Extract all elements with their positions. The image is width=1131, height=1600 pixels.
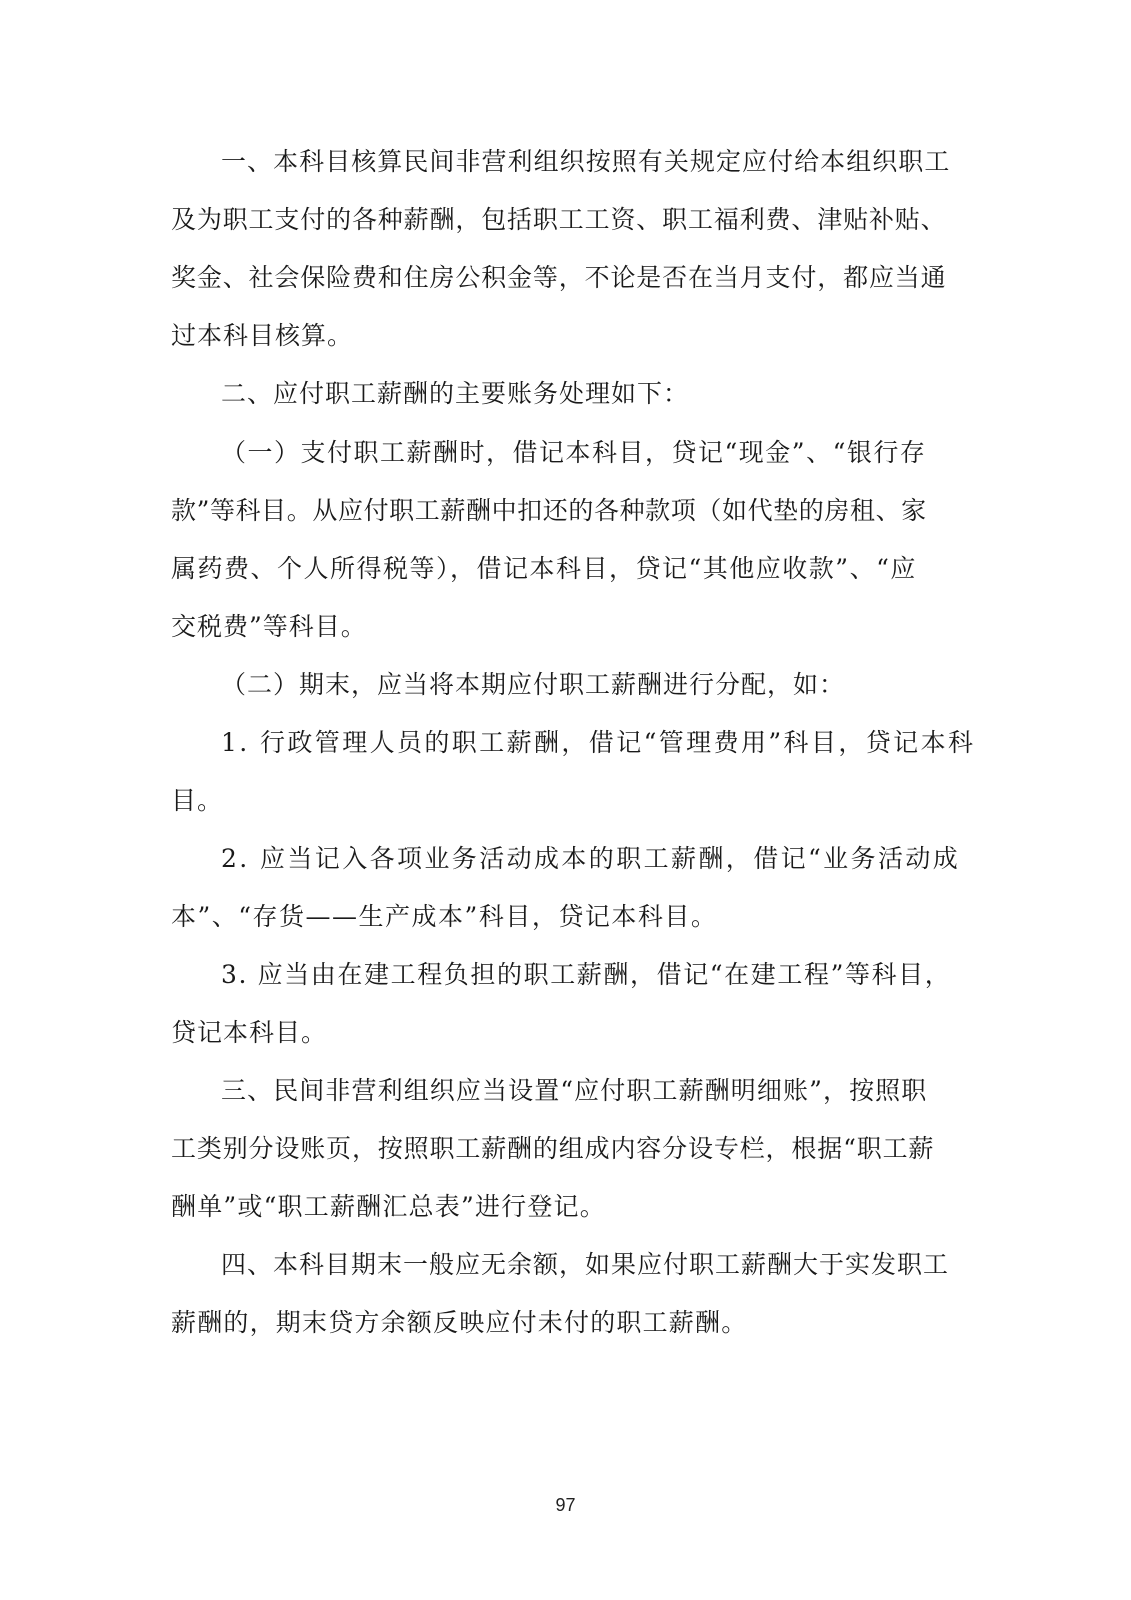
paragraph-6-line-1: 2. 应当记入各项业务活动成本的职工薪酬，借记“业务活动成 xyxy=(221,844,961,873)
paragraph-1-line-2: 及为职工支付的各种薪酬，包括职工工资、职工福利费、津贴补贴、 xyxy=(171,205,947,234)
paragraph-6-line-2: 本”、“存货——生产成本”科目，贷记本科目。 xyxy=(171,902,718,931)
page-number: 97 xyxy=(555,1495,576,1515)
paragraph-3-line-2: 款”等科目。从应付职工薪酬中扣还的各种款项（如代垫的房租、家 xyxy=(171,496,927,525)
paragraph-7-line-2: 贷记本科目。 xyxy=(171,1018,328,1047)
paragraph-9-line-1: 四、本科目期末一般应无余额，如果应付职工薪酬大于实发职工 xyxy=(221,1250,950,1279)
paragraph-5-line-2: 目。 xyxy=(171,786,224,815)
paragraph-3-line-4: 交税费”等科目。 xyxy=(171,612,367,641)
paragraph-3-line-3: 属药费、个人所得税等），借记本科目，贷记“其他应收款”、“应 xyxy=(171,554,917,583)
paragraph-8-line-3: 酬单”或“职工薪酬汇总表”进行登记。 xyxy=(171,1192,606,1221)
paragraph-9-line-2: 薪酬的，期末贷方余额反映应付未付的职工薪酬。 xyxy=(171,1308,748,1337)
paragraph-8-line-2: 工类别分设账页，按照职工薪酬的组成内容分设专栏，根据“职工薪 xyxy=(171,1134,935,1163)
paragraph-1-line-3: 奖金、社会保险费和住房公积金等，不论是否在当月支付，都应当通 xyxy=(171,263,947,292)
paragraph-3-line-1: （一）支付职工薪酬时，借记本科目，贷记“现金”、“银行存 xyxy=(221,438,927,467)
paragraph-8-line-1: 三、民间非营利组织应当设置“应付职工薪酬明细账”，按照职 xyxy=(221,1076,928,1105)
paragraph-7-line-1: 3. 应当由在建工程负担的职工薪酬，借记“在建工程”等科目， xyxy=(221,960,952,989)
paragraph-1-line-4: 过本科目核算。 xyxy=(171,321,354,350)
paragraph-5-line-1: 1. 行政管理人员的职工薪酬，借记“管理费用”科目，贷记本科 xyxy=(221,728,976,757)
paragraph-2-line-1: 二、应付职工薪酬的主要账务处理如下： xyxy=(221,379,690,408)
paragraph-4-line-1: （二）期末，应当将本期应付职工薪酬进行分配，如： xyxy=(221,670,846,699)
paragraph-1-line-1: 一、本科目核算民间非营利组织按照有关规定应付给本组织职工 xyxy=(221,147,951,176)
